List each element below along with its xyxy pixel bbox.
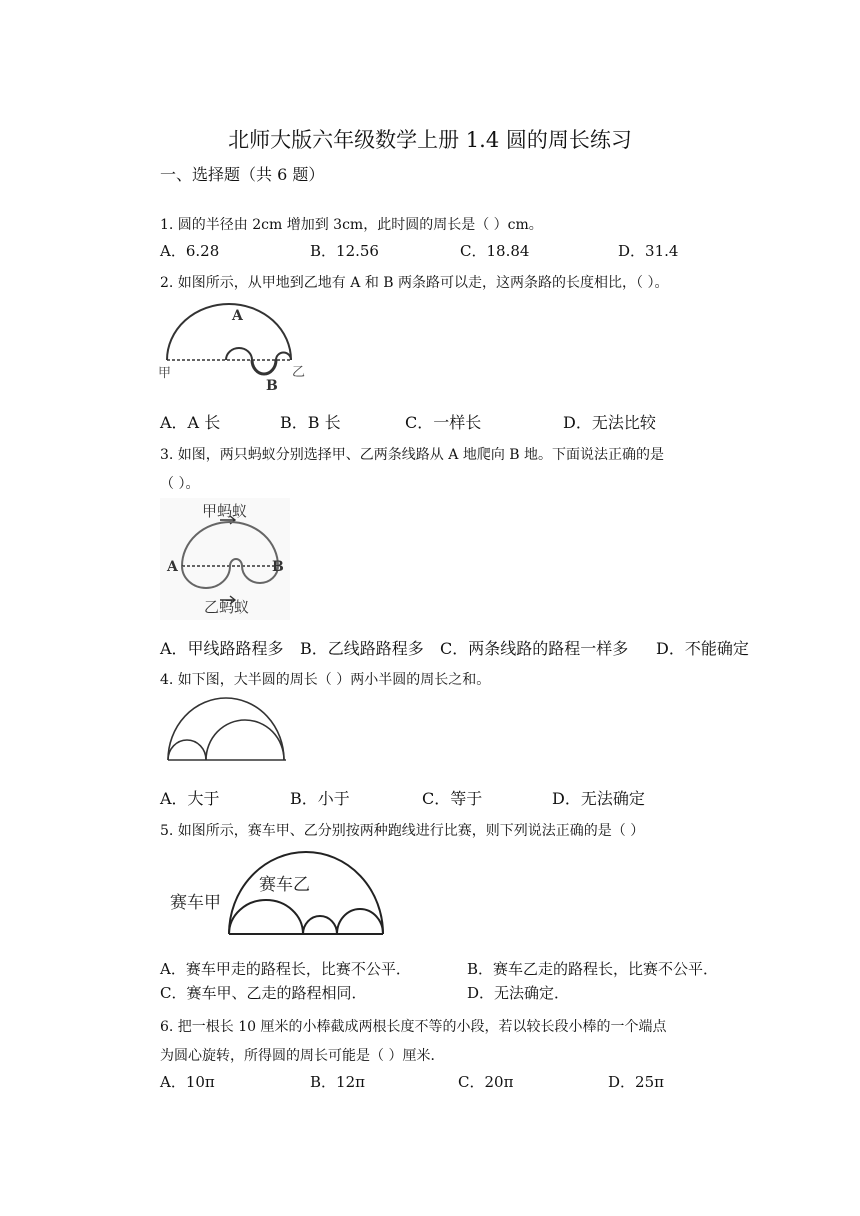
path-b-upper-arc [276,353,291,360]
question-3-stem-line2: （ ）。 [160,476,200,492]
large-semicircle [168,698,284,760]
question-3-figure [160,498,290,620]
label-end: 乙 [292,365,306,380]
question-6-stem-line2: 为圆心旋转，所得圆的周长可能是（ ）厘米． [160,1048,445,1064]
question-1-option-d: D．31.4 [618,242,679,260]
label-ant-bottom: 乙蚂蚁 [204,598,250,616]
question-5-option-a: A．赛车甲走的路程长，比赛不公平． [160,960,411,978]
question-4-figure [160,692,294,766]
question-2-option-a: A．A 长 [160,413,221,432]
page-title: 北师大版六年级数学上册 1.4 圆的周长练习 [228,128,632,152]
question-1-option-b: B．12.56 [310,242,379,260]
small-semicircle-right [206,720,284,760]
label-point-b: B [272,559,284,575]
question-6-option-d: D．25π [608,1073,664,1091]
path-b-small-arc [226,348,252,360]
question-2-option-b: B．B 长 [280,413,341,432]
question-1-stem: 1. 圆的半径由 2cm 增加到 3cm，此时圆的周长是（ ）cm。 [160,217,543,233]
label-b: B [266,378,278,394]
question-5-figure [166,844,388,940]
question-2-stem: 2. 如图所示，从甲地到乙地有 A 和 B 两条路可以走，这两条路的长度相比，（ ）。 [160,275,669,291]
question-3-option-b: B．乙线路路程多 [300,639,424,658]
label-car-b: 赛车乙 [259,875,310,895]
label-car-a: 赛车甲 [170,893,221,913]
question-6-option-c: C．20π [458,1073,514,1091]
label-start: 甲 [158,366,172,381]
path-b-lower-arc [252,360,276,374]
label-point-a: A [167,559,178,575]
small-semicircle-left [168,740,206,760]
question-3-option-d: D．不能确定 [656,639,749,658]
question-3-option-c: C．两条线路的路程一样多 [440,639,629,658]
question-5-option-c: C．赛车甲、乙走的路程相同． [160,984,367,1002]
question-5-stem: 5. 如图所示，赛车甲、乙分别按两种跑线进行比赛，则下列说法正确的是（ ） [160,823,645,839]
question-3-option-a: A．甲线路路程多 [160,639,284,658]
question-6-option-a: A．10π [160,1073,215,1091]
question-6-stem-line1: 6. 把一根长 10 厘米的小棒截成两根长度不等的小段，若以较长段小棒的一个端点 [160,1019,667,1035]
section-heading: 一、选择题（共 6 题） [160,165,325,184]
question-4-option-d: D．无法确定 [552,789,645,808]
question-3-stem-line1: 3. 如图，两只蚂蚁分别选择甲、乙两条线路从 A 地爬向 B 地。下面说法正确的是 [160,447,665,463]
question-2-option-c: C．一样长 [405,413,482,432]
question-4-stem: 4. 如下图，大半圆的周长（ ）两小半圆的周长之和。 [160,672,491,688]
label-ant-top: 甲蚂蚁 [202,502,248,520]
question-5-option-d: D．无法确定． [467,984,570,1002]
question-4-option-c: C．等于 [422,789,483,808]
question-6-option-b: B．12π [310,1073,365,1091]
question-1-option-c: C．18.84 [460,242,530,260]
question-1-option-a: A．6.28 [160,242,220,260]
question-4-option-b: B．小于 [290,789,350,808]
small-semicircles-route [229,900,383,934]
question-4-option-a: A．大于 [160,789,220,808]
question-5-option-b: B．赛车乙走的路程长，比赛不公平． [467,960,719,978]
label-a: A [232,308,243,324]
question-2-option-d: D．无法比较 [563,413,656,432]
question-2-figure [158,300,318,394]
